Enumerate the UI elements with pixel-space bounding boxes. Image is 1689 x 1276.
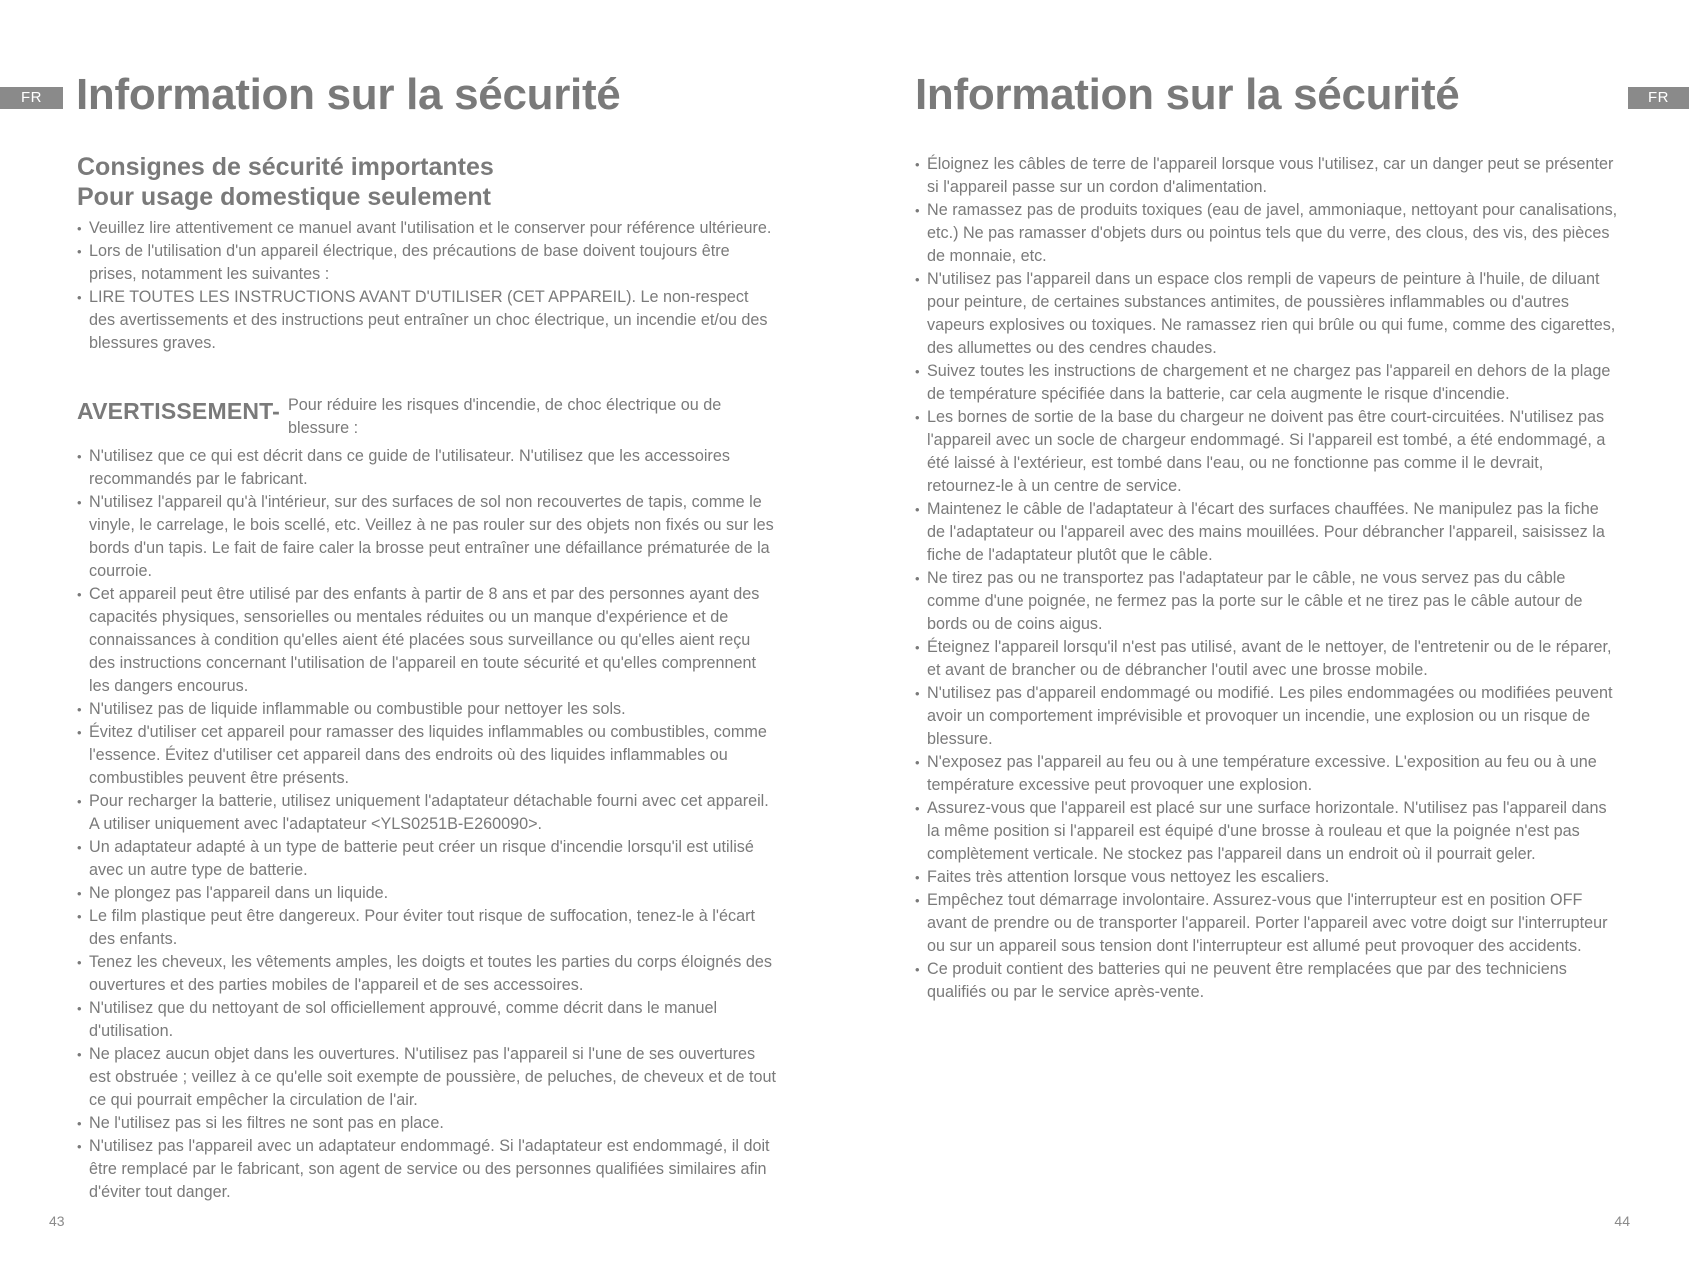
page-number: 43 xyxy=(49,1213,65,1229)
list-item: • Ne tirez pas ou ne transportez pas l'adaptateur par le câble, ne vous servez pas du câble comme d'une poignée, ne fermez pas la porte sur le câble et ne tirez pas le câble autour de bords ou de coins aigus. xyxy=(915,567,1620,636)
safety-list xyxy=(915,153,1620,1004)
warning-block xyxy=(77,394,777,440)
list-item: • Ne ramassez pas de produits toxiques (eau de javel, ammoniaque, nettoyant pour canalisations, etc.) Ne pas ramasser d'objets durs ou pointus tels que du verre, des clous, des vis, des pièces de monnaie, etc. xyxy=(915,199,1620,268)
language-tab: FR xyxy=(0,87,63,109)
list-item: • N'utilisez pas l'appareil avec un adaptateur endommagé. Si l'adaptateur est endommagé, il doit être remplacé par le fabricant, son agent de service ou des personnes qualifiées similaires afin d'éviter tout danger. xyxy=(77,1135,777,1204)
intro-list xyxy=(77,217,777,355)
list-item: • Suivez toutes les instructions de chargement et ne chargez pas l'appareil en dehors de la plage de température spécifiée dans la batterie, car cela augmente le risque d'incendie. xyxy=(915,360,1620,406)
list-item: • Tenez les cheveux, les vêtements amples, les doigts et toutes les parties du corps éloignés des ouvertures et des parties mobiles de l'appareil et de ses accessoires. xyxy=(77,951,777,997)
list-item: • Le film plastique peut être dangereux. Pour éviter tout risque de suffocation, tenez-le à l'écart des enfants. xyxy=(77,905,777,951)
list-item: • Maintenez le câble de l'adaptateur à l'écart des surfaces chauffées. Ne manipulez pas la fiche de l'adaptateur ou l'appareil avec des mains mouillées. Pour débrancher l'appareil, saisissez la fiche de l'adaptateur plutôt que le câble. xyxy=(915,498,1620,567)
list-item: • N'utilisez que du nettoyant de sol officiellement approuvé, comme décrit dans le manuel d'utilisation. xyxy=(77,997,777,1043)
list-item: • N'utilisez l'appareil qu'à l'intérieur, sur des surfaces de sol non recouvertes de tapis, comme le vinyle, le carrelage, le bois scellé, etc. Veillez à ne pas rouler sur des objets non fixés ou sur les bords d'un tapis. Le fait de faire caler la brosse peut entraîner une défaillance prématurée de la courroie. xyxy=(77,491,777,583)
section-subheading xyxy=(77,152,494,212)
list-item: • Empêchez tout démarrage involontaire. Assurez-vous que l'interrupteur est en position OFF avant de prendre ou de transporter l'appareil. Porter l'appareil avec votre doigt sur l'interrupteur ou sur un appareil sous tension dont l'interrupteur est allumé peut provoquer des accidents. xyxy=(915,889,1620,958)
right-page xyxy=(845,0,1689,1276)
page-title: Information sur la sécurité xyxy=(76,70,621,119)
list-item: • Ne l'utilisez pas si les filtres ne sont pas en place. xyxy=(77,1112,777,1135)
warning-label: AVERTISSEMENT- xyxy=(77,398,281,424)
list-item: • Ne plongez pas l'appareil dans un liquide. xyxy=(77,882,777,905)
list-item: • N'utilisez pas de liquide inflammable ou combustible pour nettoyer les sols. xyxy=(77,698,777,721)
list-item: • LIRE TOUTES LES INSTRUCTIONS AVANT D'UTILISER (CET APPAREIL). Le non-respect des avertissements et des instructions peut entraîner un choc électrique, un incendie et/ou des blessures graves. xyxy=(77,286,777,355)
subheading-line-1: Consignes de sécurité importantes xyxy=(77,153,494,181)
list-item: • Éteignez l'appareil lorsqu'il n'est pas utilisé, avant de le nettoyer, de l'entretenir ou de le réparer, et avant de brancher ou de débrancher l'outil avec une brosse mobile. xyxy=(915,636,1620,682)
list-item: • Ne placez aucun objet dans les ouvertures. N'utilisez pas l'appareil si l'une de ses ouvertures est obstruée ; veillez à ce qu'elle soit exempte de poussière, de peluches, de cheveux et de tout ce qui pourrait empêcher la circulation de l'air. xyxy=(77,1043,777,1112)
list-item: • Cet appareil peut être utilisé par des enfants à partir de 8 ans et par des personnes ayant des capacités physiques, sensorielles ou mentales réduites ou un manque d'expérience et de connaissances à condition qu'elles aient été placées sous surveillance ou qu'elles aient reçu des instructions concernant l'utilisation de l'appareil en toute sécurité et qu'elles comprennent les dangers encourus. xyxy=(77,583,777,698)
list-item: • N'utilisez que ce qui est décrit dans ce guide de l'utilisateur. N'utilisez que les accessoires recommandés par le fabricant. xyxy=(77,445,777,491)
list-item: • Éloignez les câbles de terre de l'appareil lorsque vous l'utilisez, car un danger peut se présenter si l'appareil passe sur un cordon d'alimentation. xyxy=(915,153,1620,199)
language-tab: FR xyxy=(1628,87,1689,109)
list-item: • Les bornes de sortie de la base du chargeur ne doivent pas être court-circuitées. N'utilisez pas l'appareil avec un socle de chargeur endommagé. Si l'appareil est tombé, a été endommagé, a été laissé à l'extérieur, est tombé dans l'eau, ou ne fonctionne pas comme il le devrait, retournez-le à un centre de service. xyxy=(915,406,1620,498)
warning-text: Pour réduire les risques d'incendie, de choc électrique ou de blessure : xyxy=(288,396,722,437)
list-item: • Veuillez lire attentivement ce manuel avant l'utilisation et le conserver pour référence ultérieure. xyxy=(77,217,777,240)
warning-list xyxy=(77,445,777,1204)
list-item: • N'exposez pas l'appareil au feu ou à une température excessive. L'exposition au feu ou à une température excessive peut provoquer une explosion. xyxy=(915,751,1620,797)
page-number: 44 xyxy=(1614,1213,1630,1229)
list-item: • N'utilisez pas d'appareil endommagé ou modifié. Les piles endommagées ou modifiées peuvent avoir un comportement imprévisible et provoquer un incendie, une explosion ou un risque de blessure. xyxy=(915,682,1620,751)
list-item: • N'utilisez pas l'appareil dans un espace clos rempli de vapeurs de peinture à l'huile, de diluant pour peinture, de certaines substances antimites, de poussières inflammables ou d'autres vapeurs explosives ou toxiques. Ne ramassez rien qui brûle ou qui fume, comme des cigarettes, des allumettes ou des cendres chaudes. xyxy=(915,268,1620,360)
list-item: • Évitez d'utiliser cet appareil pour ramasser des liquides inflammables ou combustibles, comme l'essence. Évitez d'utiliser cet appareil dans des endroits où des liquides inflammables ou combustibles peuvent être présents. xyxy=(77,721,777,790)
list-item: • Ce produit contient des batteries qui ne peuvent être remplacées que par des techniciens qualifiés ou par le service après-vente. xyxy=(915,958,1620,1004)
list-item: • Lors de l'utilisation d'un appareil électrique, des précautions de base doivent toujours être prises, notamment les suivantes : xyxy=(77,240,777,286)
list-item: • Pour recharger la batterie, utilisez uniquement l'adaptateur détachable fourni avec cet appareil. A utiliser uniquement avec l'adaptateur <YLS0251B-E260090>. xyxy=(77,790,777,836)
list-item: • Assurez-vous que l'appareil est placé sur une surface horizontale. N'utilisez pas l'appareil dans la même position si l'appareil est équipé d'une brosse à rouleau et que la poignée n'est pas complètement verticale. Ne stockez pas l'appareil dans un endroit où il pourrait geler. xyxy=(915,797,1620,866)
list-item: • Un adaptateur adapté à un type de batterie peut créer un risque d'incendie lorsqu'il est utilisé avec un autre type de batterie. xyxy=(77,836,777,882)
page-title: Information sur la sécurité xyxy=(915,70,1460,119)
subheading-line-2: Pour usage domestique seulement xyxy=(77,183,491,211)
list-item: • Faites très attention lorsque vous nettoyez les escaliers. xyxy=(915,866,1620,889)
